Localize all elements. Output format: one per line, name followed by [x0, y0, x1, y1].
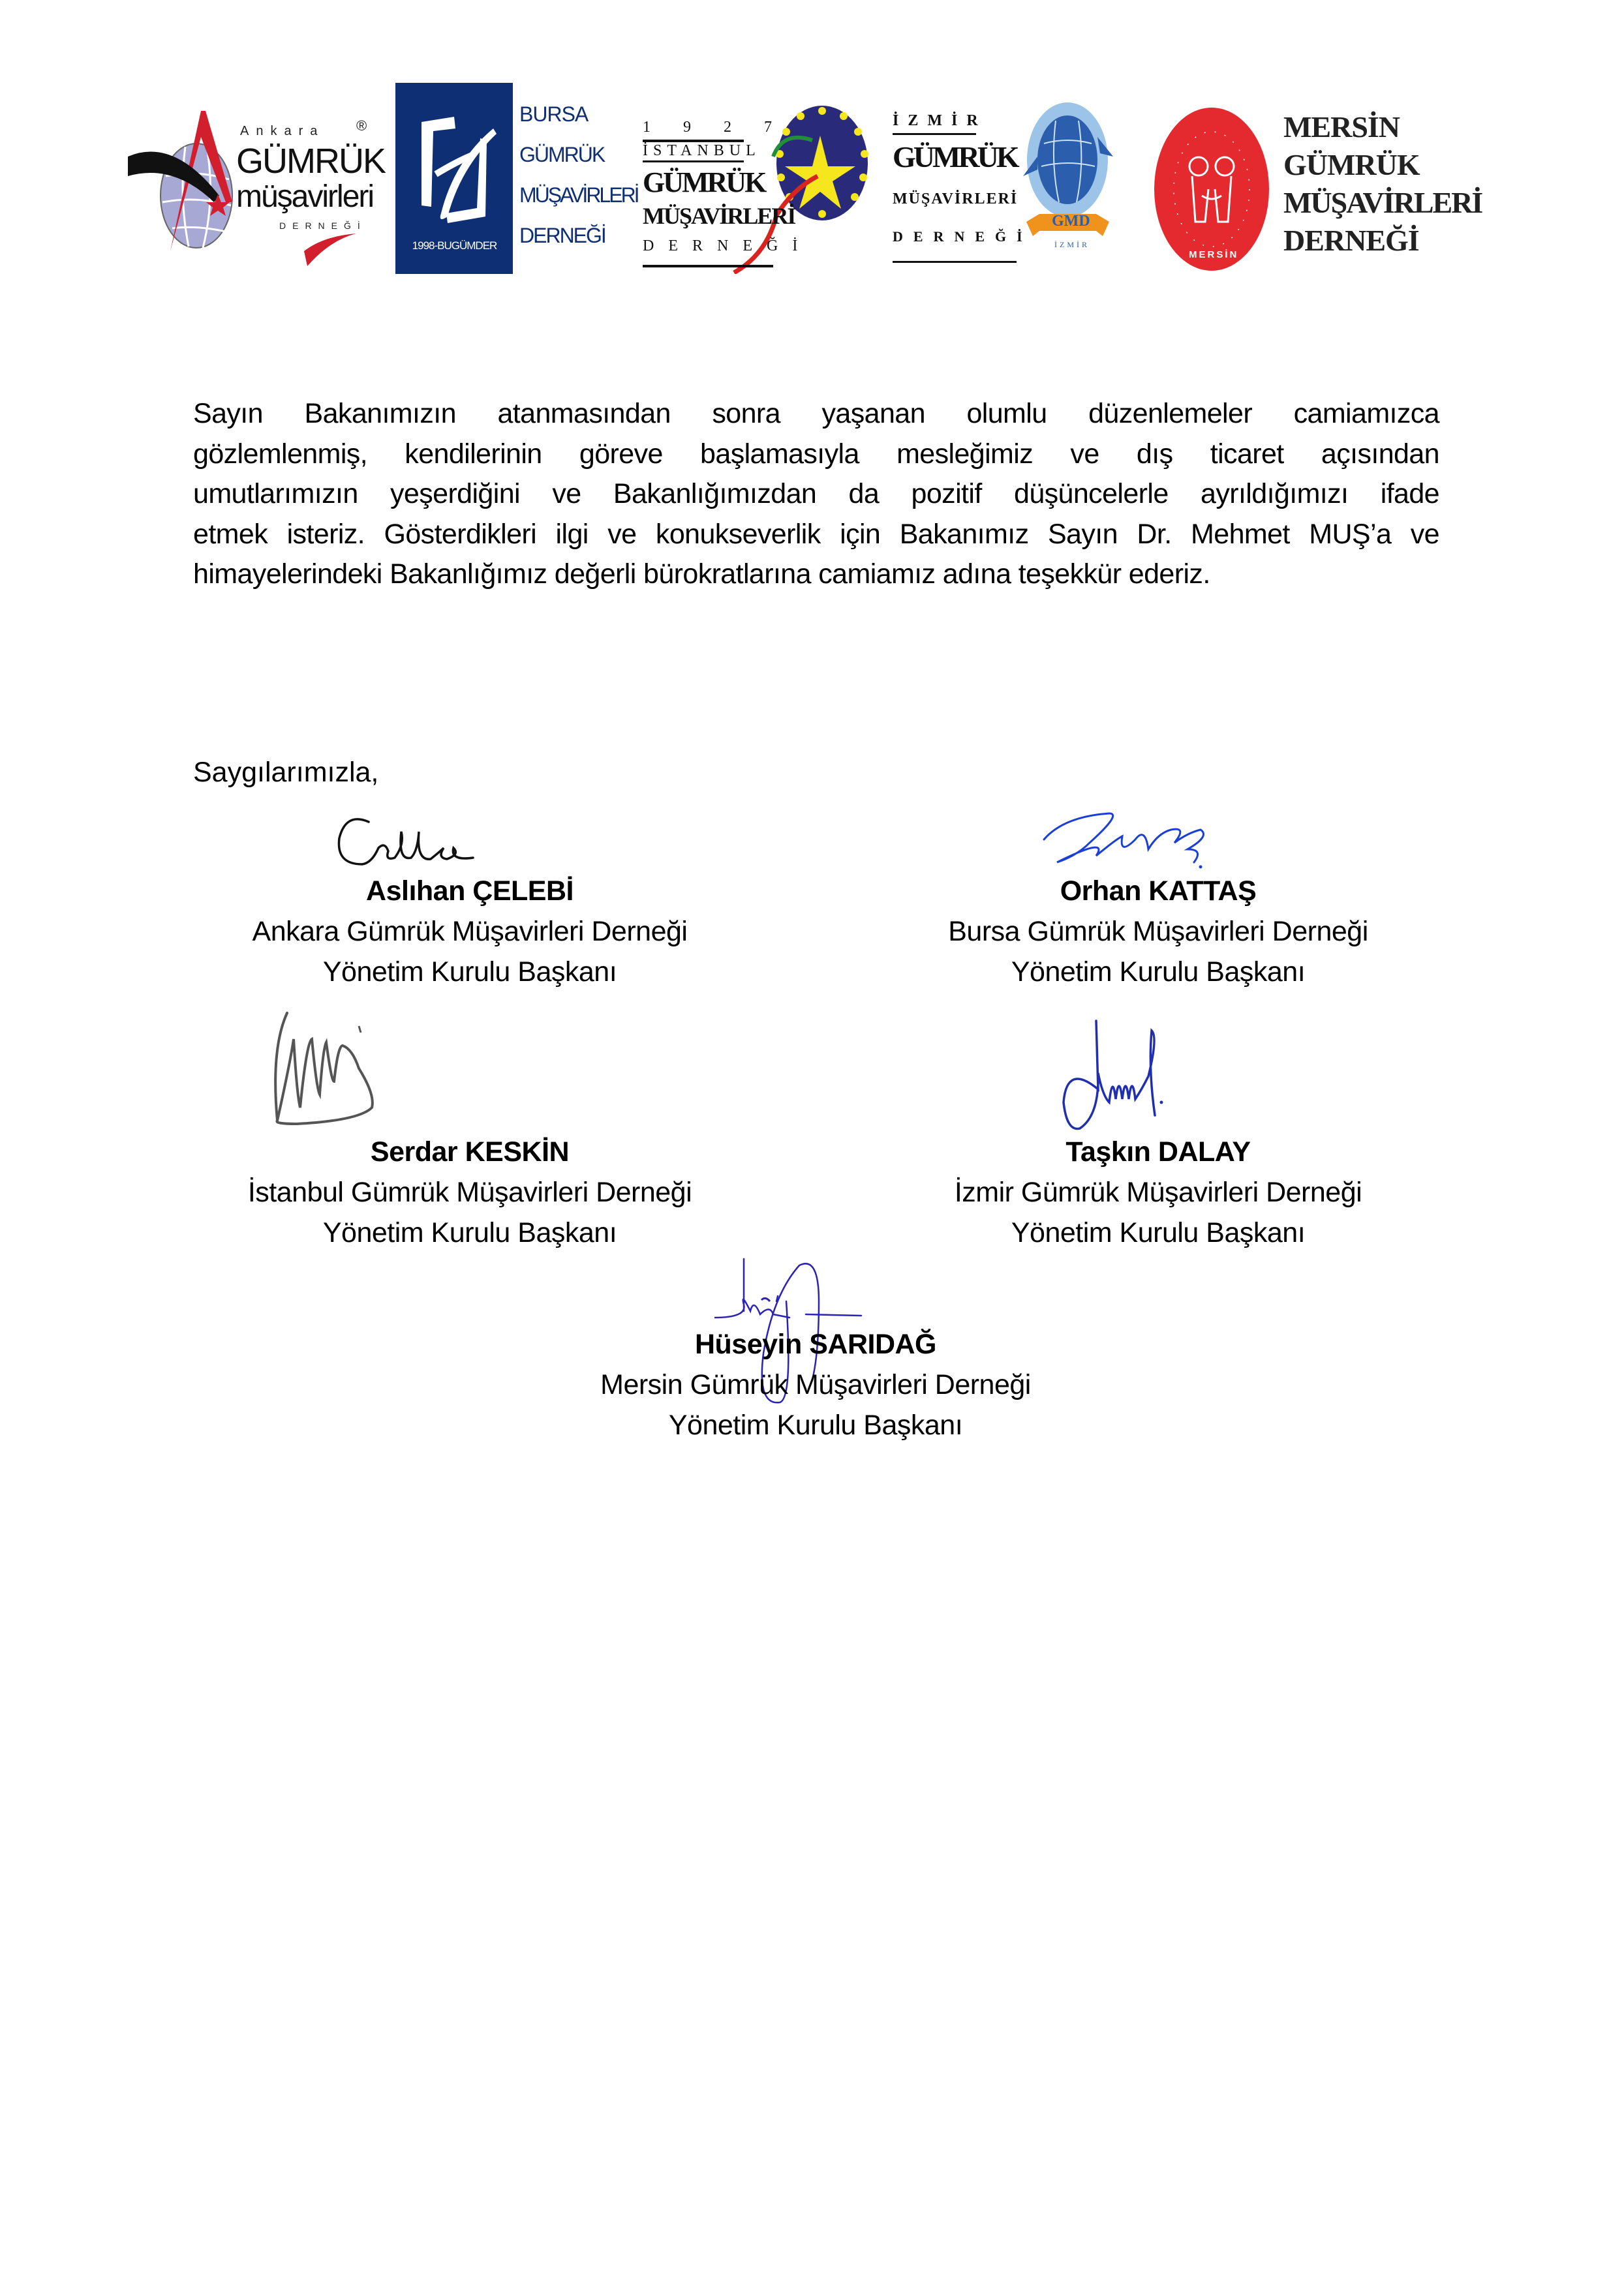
bursa-text-2: GÜMRÜK — [519, 143, 605, 166]
izmir-gmd-badge: GMD — [1052, 213, 1090, 230]
signatory-title: Yönetim Kurulu Başkanı — [668, 1410, 963, 1441]
signature-dalay-icon — [1060, 1018, 1178, 1135]
ankara-logo-dernegi: DERNEĞİ — [279, 220, 367, 231]
signatory-name: Serdar KESKİN — [370, 1136, 570, 1168]
body-line: gözlemlenmiş, kendilerinin göreve başlamasıyla mesleğimiz ve dış ticaret açısından — [193, 438, 1439, 470]
izmir-gumruk: GÜMRÜK — [893, 140, 1017, 174]
signatory-org: Bursa Gümrük Müşavirleri Derneği — [948, 916, 1368, 947]
signatory-title: Yönetim Kurulu Başkanı — [322, 1217, 617, 1248]
ankara-logo-gumruk: GÜMRÜK — [236, 142, 385, 181]
logo-istanbul — [643, 104, 878, 274]
signatory-title: Yönetim Kurulu Başkanı — [322, 956, 617, 988]
ankara-logo-registered: ® — [356, 117, 367, 134]
signatory-celebi — [196, 871, 744, 992]
izmir-seal-bottom: İZMİR — [1054, 240, 1090, 249]
mersin-text-2: GÜMRÜK — [1283, 148, 1420, 181]
signatory-title: Yönetim Kurulu Başkanı — [1011, 956, 1306, 988]
izmir-musavirleri: MÜŞAVİRLERİ — [893, 190, 1019, 207]
mersin-text-4: DERNEĞİ — [1283, 224, 1419, 257]
closing-salutation: Saygılarımızla, — [193, 757, 379, 788]
signature-celebi-icon — [333, 812, 476, 871]
mersin-seal-bottom: MERSİN — [1189, 249, 1239, 260]
letter-body — [193, 394, 1439, 595]
body-line: umutlarımızın yeşerdiğini ve Bakanlığımızdan da pozitif düşüncelerle ayrıldığımızı ifade — [193, 478, 1439, 509]
bursa-text-4: DERNEĞİ — [519, 224, 605, 247]
izmir-city: İZMİR — [893, 112, 987, 129]
signatory-title: Yönetim Kurulu Başkanı — [1011, 1217, 1306, 1248]
signatory-name: Taşkın DALAY — [1065, 1136, 1251, 1168]
istanbul-dernegi: DERNEĞİ — [643, 237, 812, 254]
signature-kattas-icon — [1037, 804, 1214, 869]
body-line: himayelerindeki Bakanlığımız değerli bürokratlarına camiamız adına teşekkür ederiz. — [193, 558, 1210, 590]
signatory-name: Aslıhan ÇELEBİ — [366, 875, 574, 907]
signatory-name: Orhan KATTAŞ — [1060, 875, 1257, 907]
signatory-name: Hüseyin SARIDAĞ — [694, 1329, 936, 1360]
signatory-kattas — [887, 871, 1429, 992]
logo-mersin — [1150, 104, 1482, 277]
logo-ankara — [128, 98, 385, 274]
body-line: Sayın Bakanımızın atanmasından sonra yaşanan olumlu düzenlemeler camiamızca — [193, 398, 1439, 429]
signatory-org: Ankara Gümrük Müşavirleri Derneği — [252, 916, 688, 947]
signatory-org: İstanbul Gümrük Müşavirleri Derneği — [247, 1177, 692, 1208]
ankara-logo-musavirleri: müşavirleri — [236, 179, 374, 214]
signatory-org: Mersin Gümrük Müşavirleri Derneği — [600, 1369, 1031, 1400]
signatory-dalay — [887, 1132, 1429, 1253]
mersin-text-3: MÜŞAVİRLERİ — [1283, 186, 1482, 219]
ankara-logo-city: Ankara — [240, 124, 325, 138]
signatory-keskin — [196, 1132, 744, 1253]
istanbul-year: 1 9 2 7 — [643, 119, 786, 136]
istanbul-musavirleri: MÜŞAVİRLERİ — [643, 203, 795, 229]
signature-keskin-icon — [261, 1010, 391, 1134]
logo-izmir — [893, 98, 1114, 274]
mersin-text-1: MERSİN — [1283, 110, 1400, 144]
body-line: etmek isteriz. Gösterdikleri ilgi ve konukseverlik için Bakanımız Sayın Dr. Mehmet MUŞ’a ve — [193, 518, 1439, 550]
signatory-org: İzmir Gümrük Müşavirleri Derneği — [954, 1177, 1362, 1208]
istanbul-city: İSTANBUL — [643, 142, 761, 159]
istanbul-gumruk: GÜMRÜK — [643, 166, 765, 198]
izmir-dernegi: DERNEĞİ — [893, 228, 1033, 245]
bursa-badge-text: 1998-BUGÜMDER — [412, 239, 497, 252]
bursa-text-1: BURSA — [519, 102, 589, 126]
logo-bursa — [395, 83, 638, 275]
signatory-saridag — [522, 1324, 1109, 1445]
bursa-text-3: MÜŞAVİRLERİ — [519, 183, 638, 207]
